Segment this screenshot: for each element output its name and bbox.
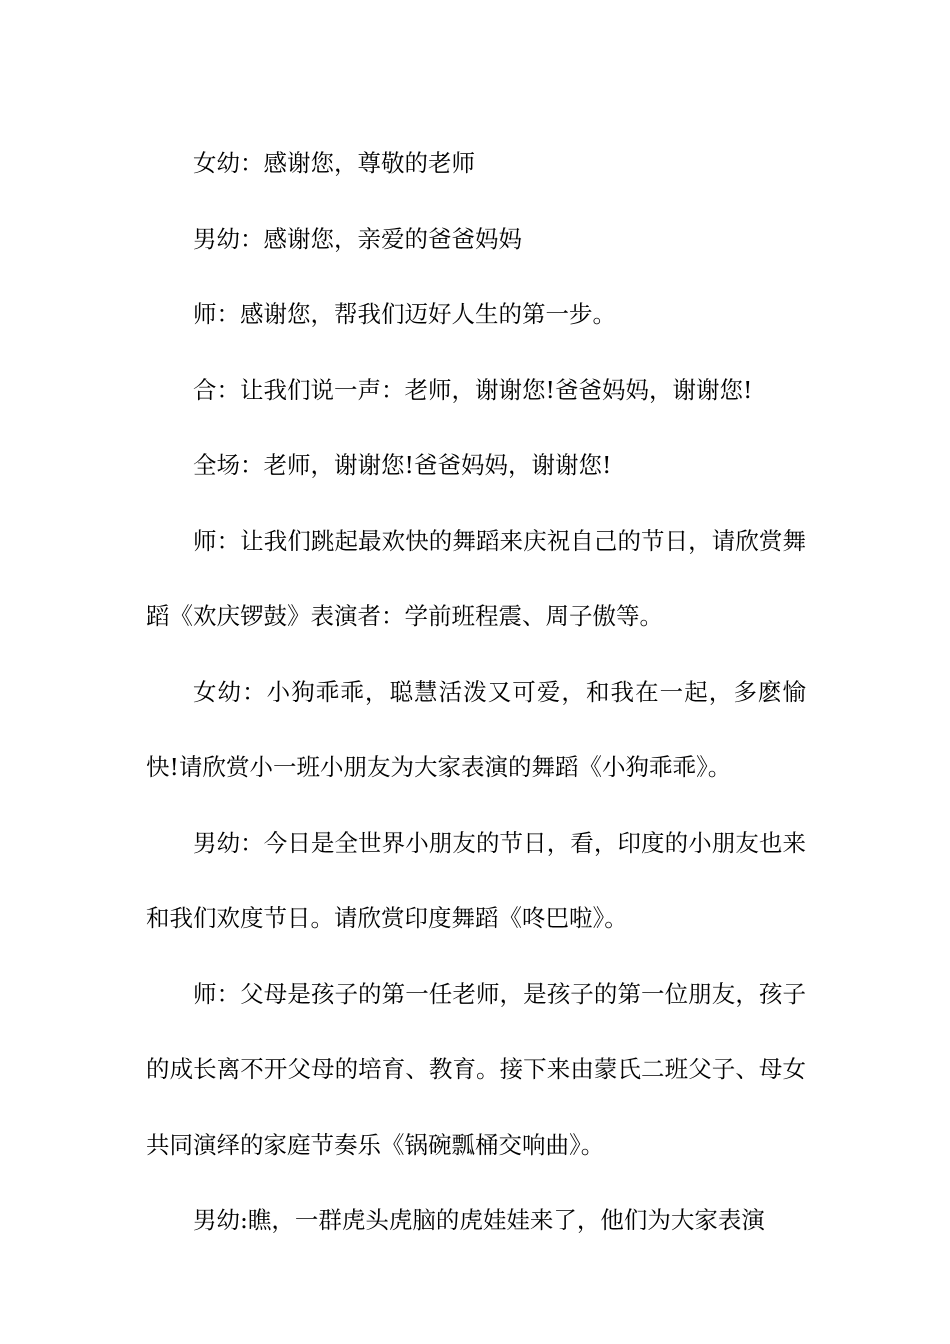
paragraph-8: 男幼：今日是全世界小朋友的节日，看，印度的小朋友也来和我们欢度节日。请欣赏印度舞蹈《咚巴啦》。: [146, 828, 806, 932]
paragraph-3: 师：感谢您，帮我们迈好人生的第一步。: [193, 300, 616, 328]
paragraph-6: 师：让我们跳起最欢快的舞蹈来庆祝自己的节日，请欣赏舞蹈《欢庆锣鼓》表演者：学前班程震、周子傲等。: [146, 526, 806, 630]
paragraph-5: 全场：老师，谢谢您!爸爸妈妈，谢谢您!: [193, 451, 612, 479]
paragraph-4: 合：让我们说一声：老师，谢谢您!爸爸妈妈，谢谢您!: [193, 375, 753, 404]
paragraph-9: 师：父母是孩子的第一任老师，是孩子的第一位朋友，孩子的成长离不开父母的培育、教育。接下来由蒙氏二班父子、母女共同演绎的家庭节奏乐《锅碗瓢桶交响曲》。: [146, 979, 806, 1159]
paragraph-1: 女幼：感谢您，尊敬的老师: [193, 149, 475, 177]
paragraph-2: 男幼：感谢您，亲爱的爸爸妈妈: [193, 224, 522, 253]
paragraph-10: 男幼:瞧，一群虎头虎脑的虎娃娃来了，他们为大家表演: [193, 1206, 765, 1234]
document-body: [146, 126, 806, 1259]
paragraph-7: 女幼：小狗乖乖，聪慧活泼又可爱，和我在一起，多麽愉快!请欣赏小一班小朋友为大家表演的舞蹈《小狗乖乖》。: [146, 677, 806, 781]
